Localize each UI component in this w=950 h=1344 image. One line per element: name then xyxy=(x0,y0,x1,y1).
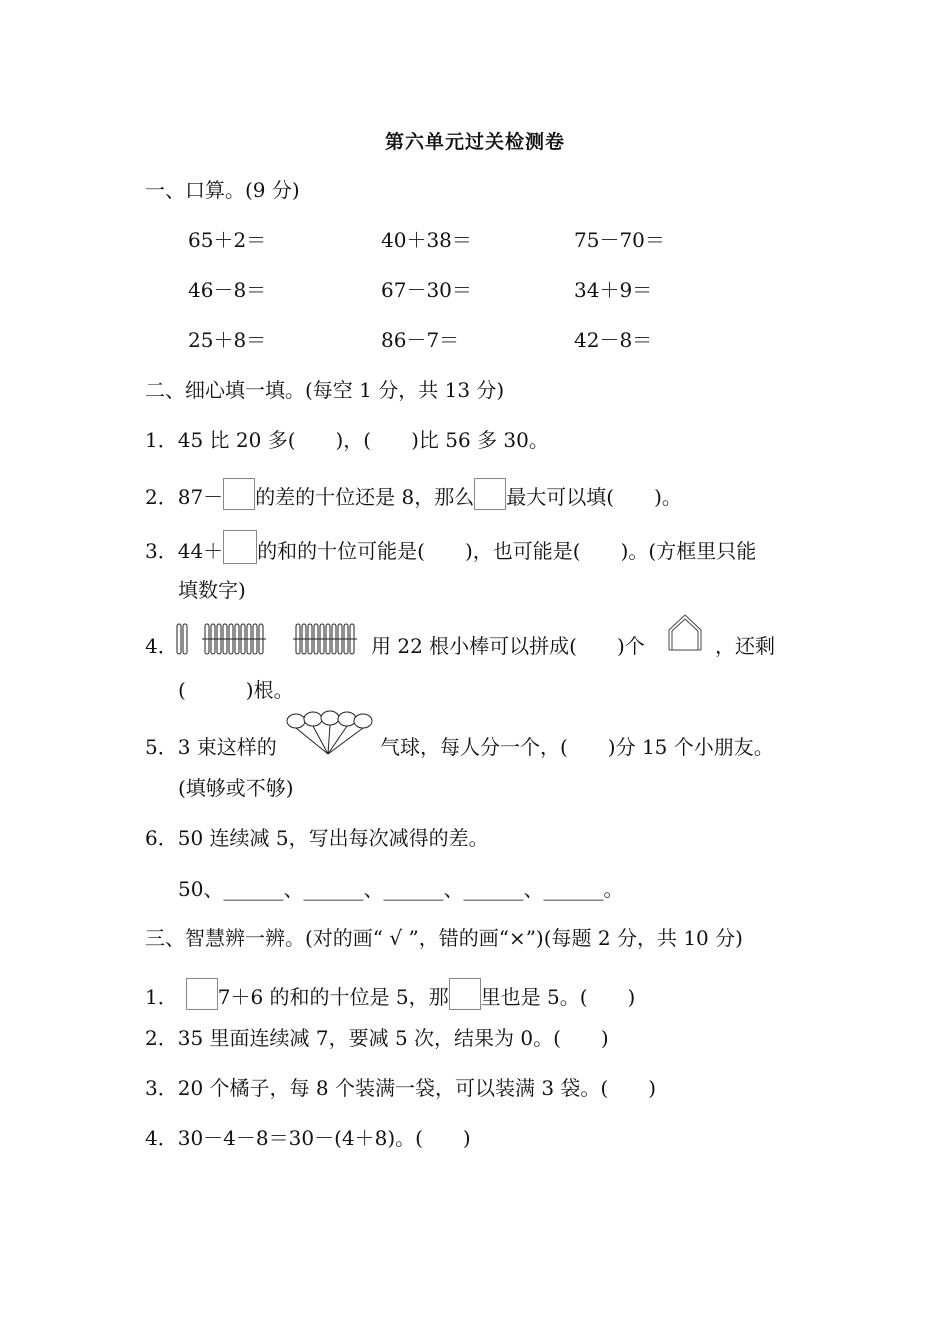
question-2-6-answers: 50、______、______、______、______、______。 xyxy=(178,877,624,901)
answer-box xyxy=(223,530,257,564)
question-2-2-part-b: 的差的十位还是 8，那么 xyxy=(255,485,475,509)
question-3-1-part-b: 里也是 5。( ) xyxy=(480,985,636,1009)
question-2-2-part-a: 2．87－ xyxy=(145,485,224,509)
question-3-1-number: 1． xyxy=(145,985,178,1009)
calc-item: 75－70＝ xyxy=(574,228,665,252)
question-2-5-part-b: 气球，每人分一个，( )分 15 个小朋友。 xyxy=(380,735,774,759)
question-3-1-part-a: 7＋6 的和的十位是 5，那 xyxy=(217,985,449,1009)
question-2-6: 6．50 连续减 5，写出每次减得的差。 xyxy=(145,826,489,850)
calc-item: 46－8＝ xyxy=(188,278,267,302)
section-3-heading: 三、智慧辨一辨。(对的画“ √ ”，错的画“×”)(每题 2 分，共 10 分) xyxy=(145,926,743,950)
calc-item: 65＋2＝ xyxy=(188,228,267,252)
question-2-4-continuation: ( )根。 xyxy=(178,678,294,702)
question-2-2-part-c: 最大可以填( )。 xyxy=(506,485,682,509)
question-2-2 xyxy=(145,478,682,511)
answer-box xyxy=(223,478,255,510)
page-title: 第六单元过关检测卷 xyxy=(384,131,565,153)
question-2-4-part-a: 用 22 根小棒可以拼成( )个 xyxy=(371,634,645,658)
section-1-heading: 一、口算。(9 分) xyxy=(145,178,300,202)
question-2-4-part-b: ，还剩 xyxy=(715,634,775,658)
balloon-bunch-icon xyxy=(284,710,376,760)
calc-item: 34＋9＝ xyxy=(574,278,653,302)
calc-item: 25＋8＝ xyxy=(188,328,267,352)
question-2-3-part-b: 的和的十位可能是( )，也可能是( )。(方框里只能 xyxy=(257,539,757,563)
question-2-4-number: 4． xyxy=(145,634,178,658)
question-2-3 xyxy=(145,530,756,565)
calc-item: 42－8＝ xyxy=(574,328,653,352)
calc-item: 40＋38＝ xyxy=(381,228,472,252)
calc-item: 67－30＝ xyxy=(381,278,472,302)
question-2-5-continuation: (填够或不够) xyxy=(178,776,294,800)
question-3-1 xyxy=(145,978,635,1011)
question-3-2: 2．35 里面连续减 7，要减 5 次，结果为 0。( ) xyxy=(145,1026,609,1050)
house-shape-icon xyxy=(666,612,704,652)
answer-box xyxy=(474,478,506,510)
question-2-5-part-a: 5．3 束这样的 xyxy=(145,735,277,759)
question-2-1: 1．45 比 20 多( )，( )比 56 多 30。 xyxy=(145,428,549,452)
calc-item: 86－7＝ xyxy=(381,328,460,352)
stick-groups-icon xyxy=(172,620,372,660)
answer-box xyxy=(186,978,218,1010)
answer-box xyxy=(449,978,481,1010)
question-2-3-part-a: 3．44＋ xyxy=(145,539,224,563)
section-2-heading: 二、细心填一填。(每空 1 分，共 13 分) xyxy=(145,378,505,402)
question-3-3: 3．20 个橘子，每 8 个装满一袋，可以装满 3 袋。( ) xyxy=(145,1076,657,1100)
question-2-3-continuation: 填数字) xyxy=(178,578,246,602)
question-3-4: 4．30－4－8＝30－(4＋8)。( ) xyxy=(145,1126,471,1150)
